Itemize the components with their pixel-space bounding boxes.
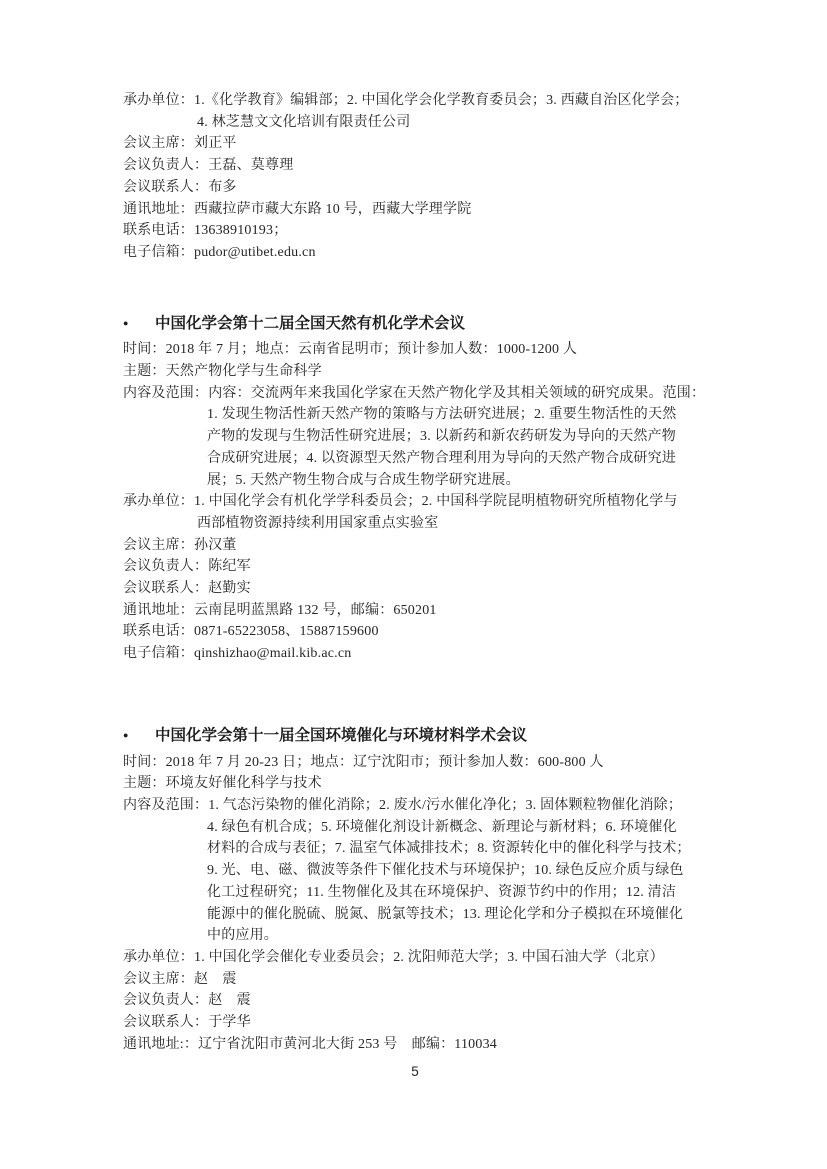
time-place-line: 时间：2018 年 7 月 20-23 日；地点：辽宁沈阳市；预计参加人数：600-800 人 bbox=[123, 754, 604, 770]
time-place-line: 时间：2018 年 7 月；地点：云南省昆明市；预计参加人数：1000-1200 人 bbox=[123, 342, 578, 358]
organizers-cont-line: 西部植物资源持续利用国家重点实验室 bbox=[197, 515, 439, 531]
scope-cont-line: 4. 绿色有机合成；5. 环境催化剂设计新概念、新理论与新材料；6. 环境催化 bbox=[207, 819, 677, 835]
organizers-cont-line: 4. 林芝慧文文化培训有限责任公司 bbox=[197, 114, 411, 130]
scope-cont-line: 中的应用。 bbox=[207, 928, 278, 944]
scope-cont-line: 材料的合成与表征；7. 温室气体减排技术；8. 资源转化中的催化科学与技术； bbox=[207, 841, 691, 857]
scope-line: 内容及范围：内容：交流两年来我国化学家在天然产物化学及其相关领域的研究成果。范围： bbox=[123, 385, 706, 401]
entry-title-row bbox=[123, 725, 707, 747]
phone-line: 联系电话：13638910193； bbox=[123, 223, 288, 239]
entry-environmental-catalysis bbox=[123, 725, 707, 1056]
theme-line: 主题：环境友好催化科学与技术 bbox=[123, 776, 322, 792]
organizers-line: 承办单位：1. 中国化学会催化专业委员会；2. 沈阳师范大学；3. 中国石油大学（北京） bbox=[123, 949, 664, 965]
contact-person-line: 会议联系人：赵勤实 bbox=[123, 581, 251, 597]
theme-line: 主题：天然产物化学与生命科学 bbox=[123, 364, 322, 380]
chair-line: 会议主席：孙汉董 bbox=[123, 537, 237, 553]
contact-person-line: 会议联系人：布多 bbox=[123, 179, 237, 195]
page-content bbox=[123, 90, 707, 1055]
scope-cont-line: 1. 发现生物活性新天然产物的策略与方法研究进展；2. 重要生物活性的天然 bbox=[207, 407, 677, 423]
bullet-icon: ● bbox=[123, 729, 129, 740]
entry-title: 中国化学会第十二届全国天然有机化学术会议 bbox=[155, 314, 466, 332]
address-line: 通讯地址:：辽宁省沈阳市黄河北大街 253 号 邮编：110034 bbox=[123, 1036, 497, 1052]
chair-line: 会议主席：赵 震 bbox=[123, 971, 237, 987]
scope-cont-line: 产物的发现与生物活性研究进展；3. 以新药和新农药研发为导向的天然产物 bbox=[207, 429, 676, 445]
contact-person-line: 会议联系人：于学华 bbox=[123, 1015, 251, 1031]
scope-cont-line: 化工过程研究；11. 生物催化及其在环境保护、资源节约中的作用；12. 清洁 bbox=[207, 884, 677, 900]
email-line: 电子信箱：qinshizhao@mail.kib.ac.cn bbox=[123, 646, 352, 662]
address-line: 通讯地址：西藏拉萨市藏大东路 10 号，西藏大学理学院 bbox=[123, 201, 472, 217]
scope-cont-line: 能源中的催化脱硫、脱氮、脱氯等技术；13. 理论化学和分子模拟在环境催化 bbox=[207, 906, 684, 922]
page-number: 5 bbox=[411, 1064, 419, 1079]
scope-cont-line: 合成研究进展；4. 以资源型天然产物合理利用为导向的天然产物合成研究进 bbox=[207, 450, 676, 466]
scope-line: 内容及范围：1. 气态污染物的催化消除；2. 废水/污水催化净化；3. 固体颗粒物催化消除； bbox=[123, 797, 683, 813]
address-line: 通讯地址：云南昆明蓝黑路 132 号，邮编：650201 bbox=[123, 602, 437, 618]
chair-line: 会议主席：刘正平 bbox=[123, 136, 237, 152]
email-line: 电子信箱：pudor@utibet.edu.cn bbox=[123, 244, 316, 260]
entry-title: 中国化学会第十一届全国环境催化与环境材料学术会议 bbox=[155, 726, 528, 744]
lead-line: 会议负责人：王磊、莫尊理 bbox=[123, 158, 294, 174]
entry-continued bbox=[123, 90, 707, 264]
entry-title-row bbox=[123, 313, 707, 335]
entry-natural-organic-chemistry bbox=[123, 313, 707, 665]
scope-cont-line: 9. 光、电、磁、微波等条件下催化技术与环境保护；10. 绿色反应介质与绿色 bbox=[207, 863, 684, 879]
lead-line: 会议负责人：陈纪军 bbox=[123, 559, 251, 575]
phone-line: 联系电话：0871-65223058、15887159600 bbox=[123, 624, 379, 640]
bullet-icon: ● bbox=[123, 317, 129, 328]
organizers-line: 承办单位：1.《化学教育》编辑部；2. 中国化学会化学教育委员会；3. 西藏自治区化学会； bbox=[123, 93, 689, 108]
lead-line: 会议负责人：赵 震 bbox=[123, 993, 251, 1009]
organizers-line: 承办单位：1. 中国化学会有机化学学科委员会；2. 中国科学院昆明植物研究所植物化学与 bbox=[123, 494, 678, 510]
scope-cont-line: 展；5. 天然产物生物合成与合成生物学研究进展。 bbox=[207, 472, 520, 488]
